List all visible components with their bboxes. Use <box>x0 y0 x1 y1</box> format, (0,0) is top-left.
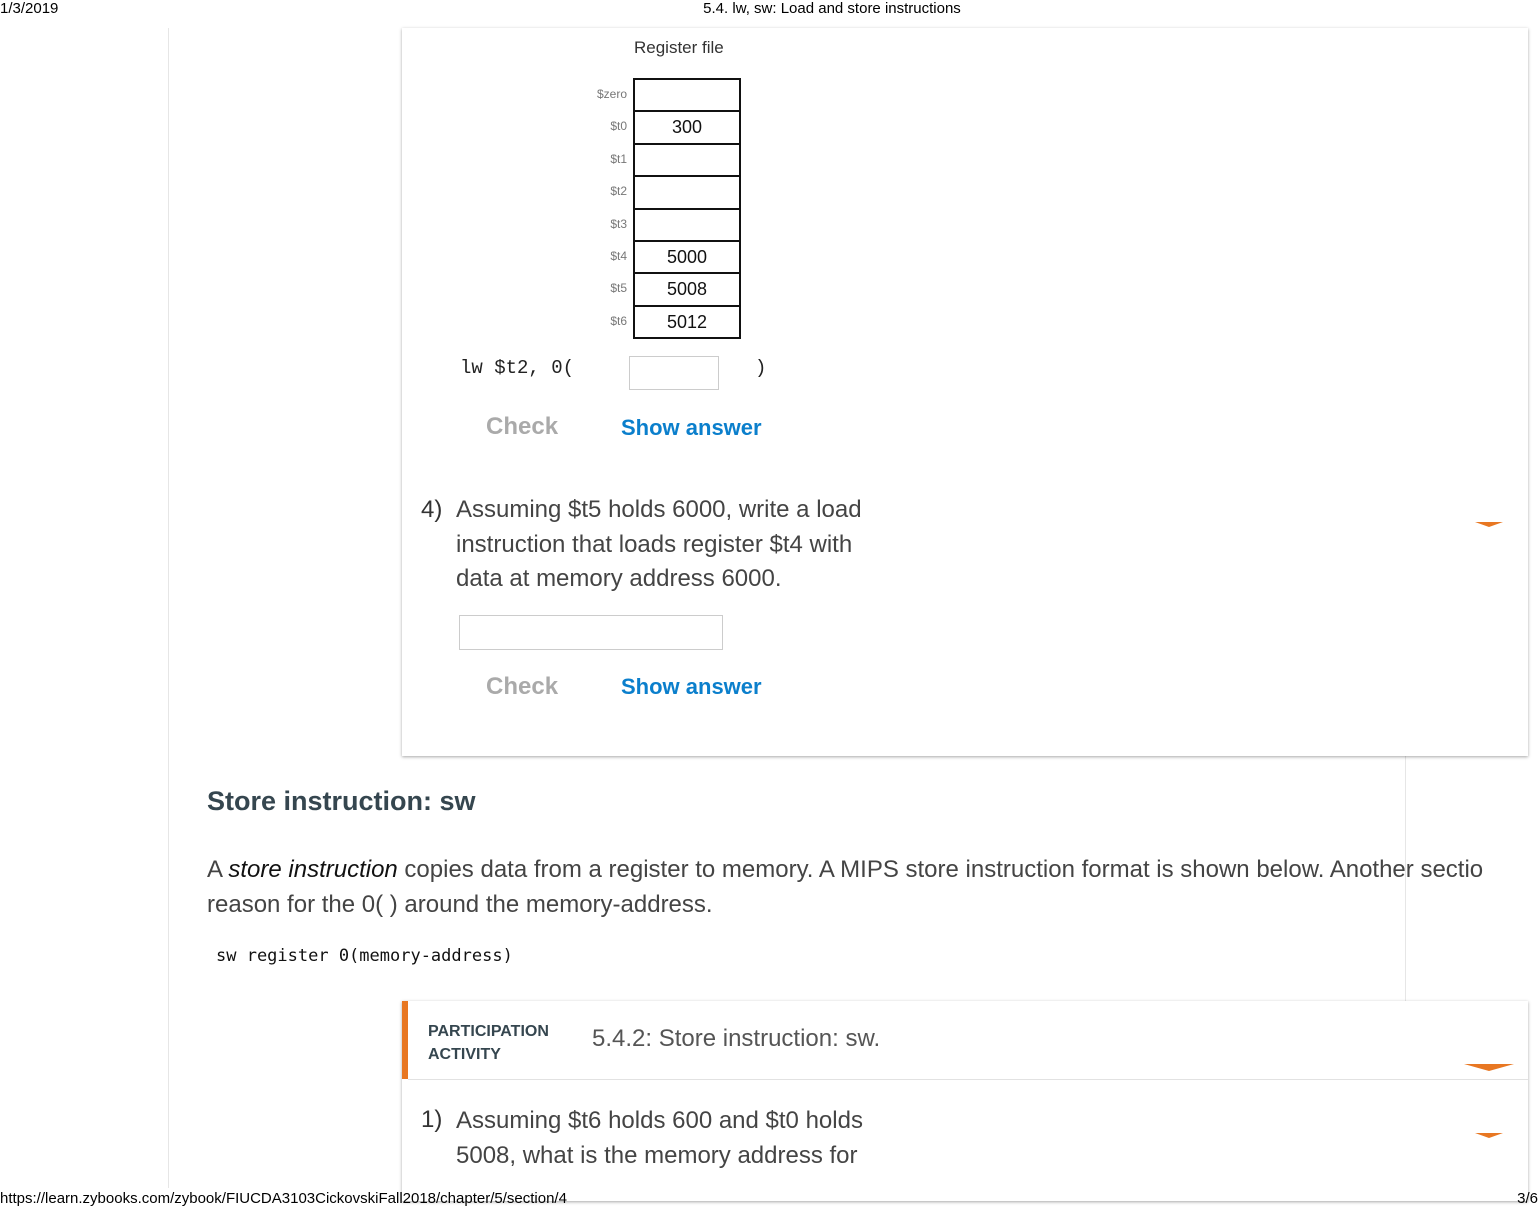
question-text-line: Assuming $t5 holds 6000, write a load <box>456 496 862 523</box>
register-row <box>610 240 741 272</box>
expand-chevron-icon[interactable] <box>1475 1133 1503 1138</box>
register-row <box>610 175 741 207</box>
para-prefix: A <box>207 856 229 883</box>
register-value: 5008 <box>633 272 741 304</box>
question-number: 1) <box>421 1106 443 1133</box>
print-header <box>0 0 1538 18</box>
question-text-line: 5008, what is the memory address for <box>456 1141 858 1169</box>
question-number: 4) <box>421 496 443 523</box>
question-text-line: data at memory address 6000. <box>456 565 782 592</box>
check-button[interactable]: Check <box>486 413 559 440</box>
expand-chevron-icon[interactable] <box>1475 522 1503 527</box>
show-answer-button[interactable]: Show answer <box>621 674 762 699</box>
code-suffix: ) <box>755 357 767 379</box>
register-label: $t4 <box>610 248 627 263</box>
print-footer <box>0 1190 1538 1208</box>
participation-activity-label <box>428 1020 549 1066</box>
register-row <box>596 78 741 110</box>
para-text: copies data from a register to memory. A MIPS store instruction format is shown below. Another sectio <box>397 856 1484 883</box>
show-answer-button[interactable]: Show answer <box>621 415 762 440</box>
activity-collapse-chevron-icon[interactable] <box>1464 1064 1514 1071</box>
register-row <box>610 110 741 142</box>
para-text-line2: reason for the 0( ) around the memory-address. <box>207 891 713 918</box>
register-file-title: Register file <box>634 38 724 57</box>
activity-header-divider <box>408 1079 1528 1080</box>
section-heading: Store instruction: sw <box>207 786 476 816</box>
register-row <box>610 305 741 337</box>
print-date: 1/3/2019 <box>0 0 59 17</box>
register-label: $t0 <box>610 119 627 134</box>
register-label: $t6 <box>610 313 627 328</box>
register-label: $t3 <box>610 216 627 231</box>
print-title: 5.4. lw, sw: Load and store instructions <box>703 0 961 17</box>
register-value <box>633 143 741 175</box>
activity-title: 5.4.2: Store instruction: sw. <box>592 1025 881 1052</box>
register-row <box>610 272 741 304</box>
register-value: 300 <box>633 110 741 142</box>
check-button[interactable]: Check <box>486 673 559 700</box>
register-value <box>633 175 741 207</box>
question-text-line: Assuming $t6 holds 600 and $t0 holds <box>456 1107 863 1134</box>
pa-label-line: PARTICIPATION <box>428 1023 549 1040</box>
register-value <box>633 208 741 240</box>
print-page-number: 3/6 <box>1517 1190 1538 1207</box>
register-label: $t2 <box>610 184 627 199</box>
register-row <box>610 208 741 240</box>
register-label: $zero <box>596 87 627 101</box>
code-prefix: lw $t2, 0( <box>460 357 575 379</box>
load-instruction-input[interactable] <box>459 615 723 650</box>
pa-label-line: ACTIVITY <box>428 1046 501 1063</box>
register-value: 5012 <box>633 305 741 339</box>
register-answer-input[interactable] <box>629 356 719 390</box>
question-text <box>456 493 862 597</box>
register-label: $t1 <box>610 151 627 166</box>
question-text <box>456 1104 863 1173</box>
sw-format-code: sw register 0(memory-address) <box>216 946 513 966</box>
register-file-table <box>596 78 741 337</box>
question-text-line: instruction that loads register $t4 with <box>456 530 853 558</box>
register-label: $t5 <box>610 281 627 296</box>
register-value <box>633 78 741 110</box>
store-instruction-term: store instruction <box>228 856 398 883</box>
register-value: 5000 <box>633 240 741 272</box>
print-url: https://learn.zybooks.com/zybook/FIUCDA3103CickovskiFall2018/chapter/5/section/4 <box>0 1190 567 1207</box>
section-paragraph <box>207 852 1538 922</box>
register-row <box>610 143 741 175</box>
activity-accent-bar <box>402 1001 408 1079</box>
